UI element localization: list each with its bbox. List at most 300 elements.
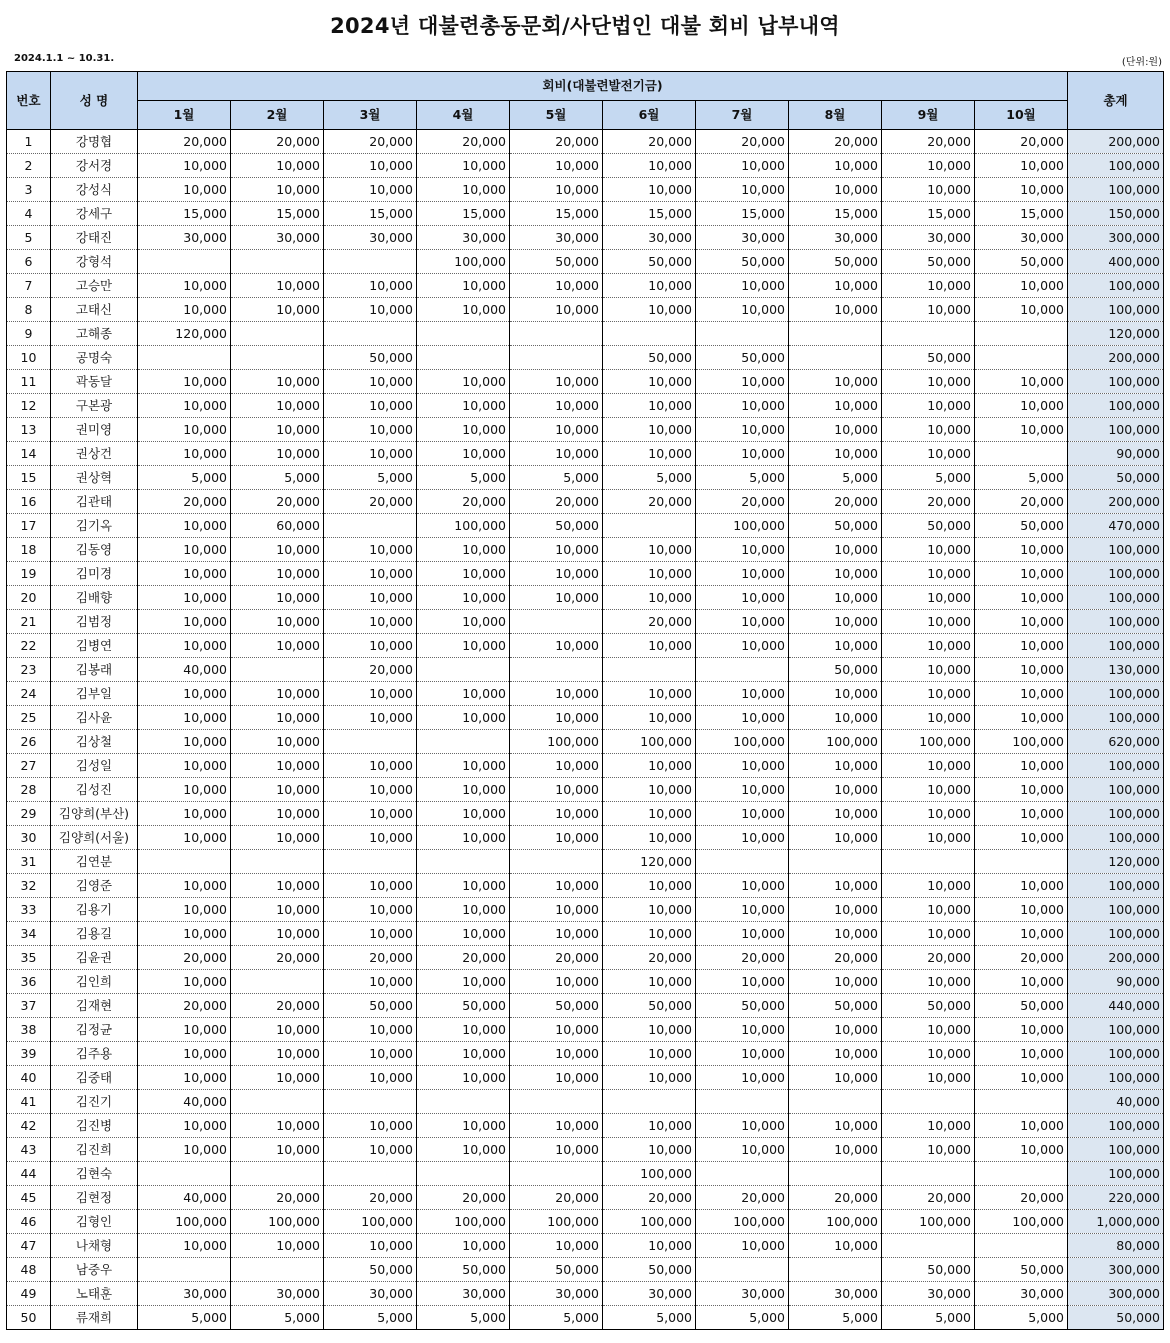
- monthly-amount-cell: 10,000: [138, 922, 231, 946]
- monthly-amount-cell: 20,000: [975, 490, 1068, 514]
- monthly-amount-cell: 5,000: [882, 466, 975, 490]
- table-row: [7, 754, 1164, 778]
- monthly-amount-cell: [417, 850, 510, 874]
- total-amount-cell: 100,000: [1068, 274, 1164, 298]
- monthly-amount-cell: 20,000: [882, 946, 975, 970]
- monthly-amount-cell: 10,000: [882, 1042, 975, 1066]
- monthly-amount-cell: 10,000: [510, 1066, 603, 1090]
- monthly-amount-cell: 10,000: [975, 754, 1068, 778]
- monthly-amount-cell: 10,000: [231, 154, 324, 178]
- monthly-amount-cell: 10,000: [789, 682, 882, 706]
- monthly-amount-cell: 10,000: [417, 826, 510, 850]
- table-row: [7, 1114, 1164, 1138]
- monthly-amount-cell: [324, 250, 417, 274]
- monthly-amount-cell: [975, 1090, 1068, 1114]
- monthly-amount-cell: 10,000: [510, 970, 603, 994]
- monthly-amount-cell: 20,000: [696, 130, 789, 154]
- monthly-amount-cell: 10,000: [975, 826, 1068, 850]
- monthly-amount-cell: [882, 850, 975, 874]
- monthly-amount-cell: 10,000: [975, 1042, 1068, 1066]
- monthly-amount-cell: 10,000: [789, 1234, 882, 1258]
- row-number-cell: 19: [7, 562, 51, 586]
- monthly-amount-cell: 10,000: [324, 610, 417, 634]
- monthly-amount-cell: 15,000: [882, 202, 975, 226]
- monthly-amount-cell: 10,000: [603, 682, 696, 706]
- header-month: 8월: [789, 101, 882, 130]
- row-number-cell: 33: [7, 898, 51, 922]
- member-name-cell: 김윤권: [51, 946, 138, 970]
- monthly-amount-cell: [696, 1090, 789, 1114]
- monthly-amount-cell: 10,000: [231, 1138, 324, 1162]
- table-row: [7, 1162, 1164, 1186]
- monthly-amount-cell: 10,000: [603, 1042, 696, 1066]
- monthly-amount-cell: 30,000: [789, 1282, 882, 1306]
- monthly-amount-cell: 100,000: [231, 1210, 324, 1234]
- monthly-amount-cell: 10,000: [882, 922, 975, 946]
- monthly-amount-cell: 10,000: [324, 802, 417, 826]
- monthly-amount-cell: 50,000: [324, 346, 417, 370]
- monthly-amount-cell: [975, 1234, 1068, 1258]
- monthly-amount-cell: 20,000: [138, 994, 231, 1018]
- table-row: [7, 418, 1164, 442]
- monthly-amount-cell: 100,000: [789, 730, 882, 754]
- monthly-amount-cell: [417, 1162, 510, 1186]
- monthly-amount-cell: 10,000: [231, 586, 324, 610]
- monthly-amount-cell: 10,000: [324, 898, 417, 922]
- monthly-amount-cell: 10,000: [882, 154, 975, 178]
- row-number-cell: 34: [7, 922, 51, 946]
- row-number-cell: 46: [7, 1210, 51, 1234]
- monthly-amount-cell: 10,000: [138, 562, 231, 586]
- monthly-amount-cell: 10,000: [417, 802, 510, 826]
- monthly-amount-cell: 20,000: [324, 946, 417, 970]
- total-amount-cell: 100,000: [1068, 706, 1164, 730]
- monthly-amount-cell: 20,000: [231, 946, 324, 970]
- monthly-amount-cell: 50,000: [510, 994, 603, 1018]
- row-number-cell: 23: [7, 658, 51, 682]
- table-row: [7, 826, 1164, 850]
- monthly-amount-cell: [324, 1162, 417, 1186]
- monthly-amount-cell: 10,000: [975, 970, 1068, 994]
- monthly-amount-cell: 10,000: [324, 754, 417, 778]
- monthly-amount-cell: 15,000: [789, 202, 882, 226]
- monthly-amount-cell: 10,000: [324, 874, 417, 898]
- monthly-amount-cell: 20,000: [975, 1186, 1068, 1210]
- row-number-cell: 3: [7, 178, 51, 202]
- monthly-amount-cell: 30,000: [789, 226, 882, 250]
- header-month: 10월: [975, 101, 1068, 130]
- monthly-amount-cell: [882, 1234, 975, 1258]
- monthly-amount-cell: 10,000: [417, 898, 510, 922]
- monthly-amount-cell: 50,000: [696, 346, 789, 370]
- monthly-amount-cell: 20,000: [324, 658, 417, 682]
- member-name-cell: 구본광: [51, 394, 138, 418]
- monthly-amount-cell: 10,000: [324, 562, 417, 586]
- total-amount-cell: 100,000: [1068, 1138, 1164, 1162]
- monthly-amount-cell: 10,000: [882, 562, 975, 586]
- total-amount-cell: 90,000: [1068, 970, 1164, 994]
- monthly-amount-cell: 100,000: [510, 1210, 603, 1234]
- monthly-amount-cell: 10,000: [417, 586, 510, 610]
- monthly-amount-cell: 10,000: [510, 154, 603, 178]
- monthly-amount-cell: 10,000: [510, 874, 603, 898]
- total-amount-cell: 100,000: [1068, 874, 1164, 898]
- monthly-amount-cell: 5,000: [789, 1306, 882, 1330]
- monthly-amount-cell: 10,000: [231, 370, 324, 394]
- member-name-cell: 김중태: [51, 1066, 138, 1090]
- monthly-amount-cell: 10,000: [603, 1018, 696, 1042]
- member-name-cell: 김주용: [51, 1042, 138, 1066]
- monthly-amount-cell: 10,000: [789, 826, 882, 850]
- monthly-amount-cell: 10,000: [510, 778, 603, 802]
- monthly-amount-cell: 10,000: [417, 178, 510, 202]
- monthly-amount-cell: 10,000: [603, 154, 696, 178]
- monthly-amount-cell: 100,000: [417, 250, 510, 274]
- monthly-amount-cell: 50,000: [975, 514, 1068, 538]
- table-row: [7, 1306, 1164, 1330]
- table-row: [7, 202, 1164, 226]
- monthly-amount-cell: 10,000: [510, 898, 603, 922]
- monthly-amount-cell: 30,000: [510, 226, 603, 250]
- monthly-amount-cell: 15,000: [417, 202, 510, 226]
- monthly-amount-cell: 5,000: [696, 1306, 789, 1330]
- month-header-row: [7, 101, 1164, 130]
- monthly-amount-cell: [231, 850, 324, 874]
- header-month: 5월: [510, 101, 603, 130]
- monthly-amount-cell: 10,000: [231, 826, 324, 850]
- total-amount-cell: 100,000: [1068, 922, 1164, 946]
- monthly-amount-cell: [231, 1090, 324, 1114]
- monthly-amount-cell: 10,000: [603, 418, 696, 442]
- monthly-amount-cell: [231, 1162, 324, 1186]
- monthly-amount-cell: 5,000: [324, 466, 417, 490]
- monthly-amount-cell: [975, 442, 1068, 466]
- table-header: [7, 72, 1164, 130]
- monthly-amount-cell: 10,000: [603, 802, 696, 826]
- monthly-amount-cell: 10,000: [975, 394, 1068, 418]
- monthly-amount-cell: 50,000: [603, 250, 696, 274]
- monthly-amount-cell: 10,000: [510, 826, 603, 850]
- row-number-cell: 9: [7, 322, 51, 346]
- monthly-amount-cell: 10,000: [138, 394, 231, 418]
- monthly-amount-cell: 20,000: [417, 490, 510, 514]
- table-row: [7, 1186, 1164, 1210]
- monthly-amount-cell: 20,000: [510, 1186, 603, 1210]
- monthly-amount-cell: 10,000: [975, 418, 1068, 442]
- monthly-amount-cell: 50,000: [696, 994, 789, 1018]
- row-number-cell: 14: [7, 442, 51, 466]
- total-amount-cell: 300,000: [1068, 226, 1164, 250]
- monthly-amount-cell: [510, 346, 603, 370]
- table-row: [7, 322, 1164, 346]
- monthly-amount-cell: 10,000: [417, 634, 510, 658]
- monthly-amount-cell: 10,000: [882, 754, 975, 778]
- monthly-amount-cell: 50,000: [975, 250, 1068, 274]
- monthly-amount-cell: 10,000: [417, 1042, 510, 1066]
- monthly-amount-cell: 10,000: [324, 1138, 417, 1162]
- monthly-amount-cell: 10,000: [510, 370, 603, 394]
- monthly-amount-cell: 10,000: [417, 778, 510, 802]
- monthly-amount-cell: 15,000: [324, 202, 417, 226]
- monthly-amount-cell: 10,000: [603, 1114, 696, 1138]
- monthly-amount-cell: 30,000: [603, 226, 696, 250]
- table-row: [7, 850, 1164, 874]
- row-number-cell: 15: [7, 466, 51, 490]
- monthly-amount-cell: 120,000: [138, 322, 231, 346]
- monthly-amount-cell: 10,000: [417, 754, 510, 778]
- monthly-amount-cell: 20,000: [696, 1186, 789, 1210]
- monthly-amount-cell: 10,000: [231, 274, 324, 298]
- row-number-cell: 8: [7, 298, 51, 322]
- monthly-amount-cell: 10,000: [603, 562, 696, 586]
- monthly-amount-cell: 10,000: [975, 778, 1068, 802]
- monthly-amount-cell: 10,000: [975, 1066, 1068, 1090]
- monthly-amount-cell: 10,000: [603, 1066, 696, 1090]
- monthly-amount-cell: 100,000: [789, 1210, 882, 1234]
- member-name-cell: 강서경: [51, 154, 138, 178]
- monthly-amount-cell: [138, 346, 231, 370]
- monthly-amount-cell: 10,000: [975, 370, 1068, 394]
- monthly-amount-cell: 10,000: [324, 586, 417, 610]
- monthly-amount-cell: 10,000: [510, 1042, 603, 1066]
- header-dues-group: 회비(대불련발전기금): [138, 72, 1068, 101]
- monthly-amount-cell: 10,000: [882, 610, 975, 634]
- monthly-amount-cell: 10,000: [510, 634, 603, 658]
- monthly-amount-cell: 100,000: [603, 1210, 696, 1234]
- monthly-amount-cell: 10,000: [324, 634, 417, 658]
- monthly-amount-cell: 10,000: [789, 874, 882, 898]
- monthly-amount-cell: 10,000: [882, 1138, 975, 1162]
- monthly-amount-cell: 10,000: [138, 1018, 231, 1042]
- monthly-amount-cell: 10,000: [696, 922, 789, 946]
- monthly-amount-cell: 40,000: [138, 1090, 231, 1114]
- monthly-amount-cell: [231, 1258, 324, 1282]
- monthly-amount-cell: 10,000: [417, 706, 510, 730]
- member-name-cell: 김병연: [51, 634, 138, 658]
- monthly-amount-cell: 10,000: [231, 754, 324, 778]
- monthly-amount-cell: [417, 346, 510, 370]
- header-total: 총계: [1068, 72, 1164, 130]
- monthly-amount-cell: 10,000: [696, 970, 789, 994]
- monthly-amount-cell: 10,000: [138, 970, 231, 994]
- monthly-amount-cell: 10,000: [138, 418, 231, 442]
- monthly-amount-cell: [975, 322, 1068, 346]
- monthly-amount-cell: 10,000: [696, 1138, 789, 1162]
- monthly-amount-cell: 10,000: [603, 754, 696, 778]
- monthly-amount-cell: 5,000: [510, 466, 603, 490]
- monthly-amount-cell: 10,000: [696, 778, 789, 802]
- total-amount-cell: 100,000: [1068, 1162, 1164, 1186]
- monthly-amount-cell: 10,000: [510, 1234, 603, 1258]
- monthly-amount-cell: 20,000: [231, 1186, 324, 1210]
- total-amount-cell: 200,000: [1068, 490, 1164, 514]
- monthly-amount-cell: 10,000: [417, 1114, 510, 1138]
- monthly-amount-cell: 20,000: [789, 130, 882, 154]
- monthly-amount-cell: 10,000: [324, 538, 417, 562]
- monthly-amount-cell: 10,000: [882, 706, 975, 730]
- total-amount-cell: 400,000: [1068, 250, 1164, 274]
- monthly-amount-cell: 10,000: [231, 178, 324, 202]
- total-amount-cell: 300,000: [1068, 1258, 1164, 1282]
- table-row: [7, 562, 1164, 586]
- monthly-amount-cell: 10,000: [510, 586, 603, 610]
- monthly-amount-cell: 10,000: [882, 1066, 975, 1090]
- table-row: [7, 394, 1164, 418]
- table-row: [7, 1090, 1164, 1114]
- monthly-amount-cell: 10,000: [510, 754, 603, 778]
- monthly-amount-cell: 10,000: [417, 370, 510, 394]
- header-month: 4월: [417, 101, 510, 130]
- monthly-amount-cell: 10,000: [789, 274, 882, 298]
- monthly-amount-cell: 10,000: [603, 298, 696, 322]
- table-row: [7, 994, 1164, 1018]
- monthly-amount-cell: 10,000: [603, 1234, 696, 1258]
- monthly-amount-cell: 20,000: [417, 946, 510, 970]
- row-number-cell: 10: [7, 346, 51, 370]
- member-name-cell: 김정균: [51, 1018, 138, 1042]
- monthly-amount-cell: 20,000: [603, 1186, 696, 1210]
- monthly-amount-cell: 10,000: [417, 538, 510, 562]
- monthly-amount-cell: [882, 1162, 975, 1186]
- monthly-amount-cell: 10,000: [975, 658, 1068, 682]
- row-number-cell: 29: [7, 802, 51, 826]
- monthly-amount-cell: 10,000: [603, 1138, 696, 1162]
- monthly-amount-cell: 10,000: [789, 970, 882, 994]
- row-number-cell: 18: [7, 538, 51, 562]
- monthly-amount-cell: 10,000: [324, 706, 417, 730]
- member-name-cell: 김상철: [51, 730, 138, 754]
- monthly-amount-cell: 10,000: [975, 562, 1068, 586]
- monthly-amount-cell: 10,000: [975, 586, 1068, 610]
- monthly-amount-cell: 10,000: [789, 922, 882, 946]
- member-name-cell: 류재희: [51, 1306, 138, 1330]
- monthly-amount-cell: 10,000: [696, 562, 789, 586]
- monthly-amount-cell: [975, 346, 1068, 370]
- table-row: [7, 538, 1164, 562]
- monthly-amount-cell: 100,000: [603, 730, 696, 754]
- monthly-amount-cell: 10,000: [138, 178, 231, 202]
- monthly-amount-cell: [417, 322, 510, 346]
- monthly-amount-cell: 10,000: [417, 1234, 510, 1258]
- member-name-cell: 김용기: [51, 898, 138, 922]
- monthly-amount-cell: 10,000: [417, 298, 510, 322]
- monthly-amount-cell: 10,000: [789, 538, 882, 562]
- monthly-amount-cell: 20,000: [696, 490, 789, 514]
- row-number-cell: 27: [7, 754, 51, 778]
- monthly-amount-cell: 10,000: [138, 826, 231, 850]
- monthly-amount-cell: 5,000: [510, 1306, 603, 1330]
- monthly-amount-cell: 10,000: [789, 442, 882, 466]
- monthly-amount-cell: 20,000: [510, 130, 603, 154]
- monthly-amount-cell: 10,000: [231, 394, 324, 418]
- monthly-amount-cell: [417, 658, 510, 682]
- monthly-amount-cell: 10,000: [231, 634, 324, 658]
- monthly-amount-cell: 50,000: [882, 994, 975, 1018]
- monthly-amount-cell: 10,000: [696, 298, 789, 322]
- monthly-amount-cell: 10,000: [696, 898, 789, 922]
- monthly-amount-cell: 10,000: [789, 778, 882, 802]
- member-name-cell: 강명협: [51, 130, 138, 154]
- monthly-amount-cell: 10,000: [510, 178, 603, 202]
- total-amount-cell: 100,000: [1068, 1042, 1164, 1066]
- monthly-amount-cell: 5,000: [696, 466, 789, 490]
- total-amount-cell: 220,000: [1068, 1186, 1164, 1210]
- monthly-amount-cell: 10,000: [324, 298, 417, 322]
- monthly-amount-cell: [138, 1162, 231, 1186]
- table-row: [7, 1210, 1164, 1234]
- monthly-amount-cell: 10,000: [789, 418, 882, 442]
- monthly-amount-cell: 20,000: [417, 130, 510, 154]
- total-amount-cell: 100,000: [1068, 610, 1164, 634]
- row-number-cell: 12: [7, 394, 51, 418]
- row-number-cell: 26: [7, 730, 51, 754]
- total-amount-cell: 120,000: [1068, 850, 1164, 874]
- monthly-amount-cell: 30,000: [417, 1282, 510, 1306]
- monthly-amount-cell: 10,000: [510, 1138, 603, 1162]
- table-row: [7, 442, 1164, 466]
- member-name-cell: 곽동달: [51, 370, 138, 394]
- monthly-amount-cell: 10,000: [417, 1018, 510, 1042]
- member-name-cell: 김관태: [51, 490, 138, 514]
- monthly-amount-cell: 100,000: [696, 514, 789, 538]
- monthly-amount-cell: 100,000: [138, 1210, 231, 1234]
- monthly-amount-cell: 10,000: [417, 682, 510, 706]
- monthly-amount-cell: 10,000: [696, 682, 789, 706]
- monthly-amount-cell: [324, 322, 417, 346]
- monthly-amount-cell: 10,000: [324, 922, 417, 946]
- member-name-cell: 김양희(부산): [51, 802, 138, 826]
- row-number-cell: 36: [7, 970, 51, 994]
- monthly-amount-cell: 50,000: [417, 1258, 510, 1282]
- table-row: [7, 226, 1164, 250]
- monthly-amount-cell: 10,000: [882, 370, 975, 394]
- monthly-amount-cell: 10,000: [975, 922, 1068, 946]
- row-number-cell: 41: [7, 1090, 51, 1114]
- header-name: 성 명: [51, 72, 138, 130]
- monthly-amount-cell: 10,000: [510, 298, 603, 322]
- monthly-amount-cell: 10,000: [231, 562, 324, 586]
- monthly-amount-cell: 10,000: [231, 1066, 324, 1090]
- monthly-amount-cell: 10,000: [324, 178, 417, 202]
- monthly-amount-cell: [510, 1162, 603, 1186]
- monthly-amount-cell: 20,000: [882, 490, 975, 514]
- monthly-amount-cell: 5,000: [417, 1306, 510, 1330]
- monthly-amount-cell: 10,000: [510, 418, 603, 442]
- total-amount-cell: 100,000: [1068, 682, 1164, 706]
- monthly-amount-cell: [696, 850, 789, 874]
- table-row: [7, 178, 1164, 202]
- total-amount-cell: 100,000: [1068, 586, 1164, 610]
- monthly-amount-cell: [975, 1162, 1068, 1186]
- monthly-amount-cell: 10,000: [882, 658, 975, 682]
- member-name-cell: 김인희: [51, 970, 138, 994]
- monthly-amount-cell: 10,000: [975, 634, 1068, 658]
- monthly-amount-cell: 30,000: [138, 226, 231, 250]
- monthly-amount-cell: 10,000: [510, 274, 603, 298]
- monthly-amount-cell: 50,000: [324, 1258, 417, 1282]
- monthly-amount-cell: 10,000: [882, 442, 975, 466]
- row-number-cell: 17: [7, 514, 51, 538]
- monthly-amount-cell: 10,000: [975, 1018, 1068, 1042]
- total-amount-cell: 100,000: [1068, 370, 1164, 394]
- row-number-cell: 39: [7, 1042, 51, 1066]
- monthly-amount-cell: 10,000: [789, 1114, 882, 1138]
- monthly-amount-cell: 10,000: [789, 562, 882, 586]
- member-name-cell: 김용길: [51, 922, 138, 946]
- monthly-amount-cell: 10,000: [882, 394, 975, 418]
- row-number-cell: 40: [7, 1066, 51, 1090]
- monthly-amount-cell: [324, 1090, 417, 1114]
